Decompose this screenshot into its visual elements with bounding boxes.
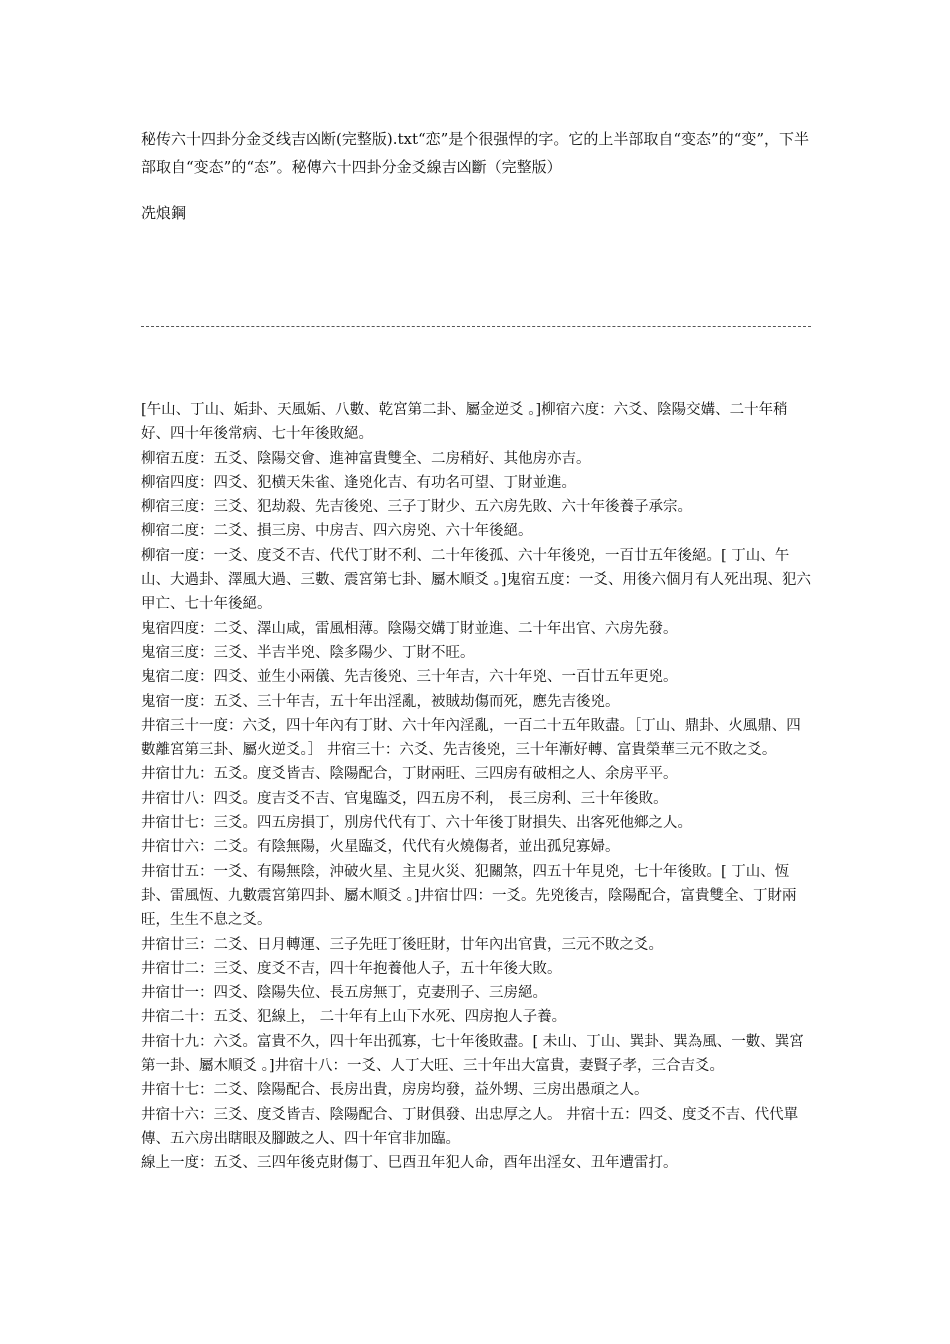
paragraph: 井宿十六：三爻、度爻皆吉、陰陽配合、丁財俱發、出忠厚之人。 井宿十五：四爻、度爻不吉、代代單傳、五六房出瞎眼及腳跛之人、四十年官非加臨。 bbox=[141, 1106, 799, 1147]
paragraph: 井宿廿二：三爻、度爻不吉，四十年抱養他人子，五十年後大敗。 bbox=[141, 960, 562, 977]
paragraph: 井宿廿五：一爻、有陽無陰，沖破火星、主見火災、犯關煞，四五十年見兇，七十年後敗。[ 丁山、恆卦、雷風恆、九數震宮第四卦、屬木順爻 。]井宿廿四：一爻。先兇後吉，陰陽配合，富貴雙全、丁財兩旺，生生不息之爻。 bbox=[141, 863, 797, 929]
paragraph: 井宿廿三：二爻、日月轉運、三子先旺丁後旺財，廿年內出官貴，三元不敗之爻。 bbox=[141, 936, 663, 953]
author-name: 冼烺鋼 bbox=[141, 204, 187, 222]
paragraph: 柳宿五度：五爻、陰陽交會、進神富貴雙全、二房稍好、其他房亦吉。 bbox=[141, 450, 591, 467]
paragraph: 井宿三十一度：六爻，四十年內有丁財、六十年內淫亂，一百二十五年敗盡。［丁山、鼎卦、火風鼎、四數離宮第三卦、屬火逆爻。］ 井宿三十：六爻、先吉後兇，三十年漸好轉、富貴榮華三元不敗之爻。 bbox=[141, 717, 801, 759]
paragraph: 柳宿四度：四爻、犯横天朱雀、逢兇化吉、有功名可望、丁財並進。 bbox=[141, 474, 576, 491]
paragraph: 井宿廿八：四爻。度吉爻不吉、官鬼臨爻，四五房不利， 長三房利、三十年後敗。 bbox=[141, 790, 668, 807]
paragraph: 鬼宿三度：三爻、半吉半兇、陰多陽少、丁財不旺。 bbox=[141, 644, 475, 661]
paragraph: [午山、丁山、姤卦、天風姤、八數、乾宮第二卦、屬金逆爻 。]柳宿六度：六爻、陰陽交媾、二十年稍好、四十年後常病、七十年後敗絕。 bbox=[141, 402, 788, 443]
paragraph: 井宿十七：二爻、陰陽配合、長房出貴，房房均發，益外甥、三房出愚頑之人。 bbox=[141, 1082, 649, 1099]
paragraph: 井宿廿七：三爻。四五房損丁，別房代代有丁、六十年後丁財損失、出客死他鄉之人。 bbox=[141, 815, 692, 832]
paragraph: 線上一度：五爻、三四年後克財傷丁、巳酉丑年犯人命，酉年出淫女、丑年遭雷打。 bbox=[141, 1155, 678, 1172]
paragraph: 柳宿一度：一爻、度爻不吉、代代丁財不利、二十年後孤、六十年後兇，一百廿五年後絕。[ 丁山、午山、大過卦、澤風大過、三數、震宮第七卦、屬木順爻 。]鬼宿五度：一爻、用後六個月有人死出現、犯六甲亡、七十年後絕。 bbox=[141, 547, 812, 613]
paragraph: 鬼宿一度：五爻、三十年吉，五十年出淫亂，被賊劫傷而死，應先吉後兇。 bbox=[141, 693, 620, 710]
paragraph: 鬼宿四度：二爻、澤山咸，雷風相薄。陰陽交媾丁財並進、二十年出官、六房先發。 bbox=[141, 620, 678, 637]
dashed-divider bbox=[141, 326, 811, 327]
paragraph: 井宿廿六：二爻。有陰無陽，火星臨爻，代代有火燒傷者，並出孤兒寡婦。 bbox=[141, 839, 620, 856]
paragraph: 鬼宿二度：四爻、並生小兩儀、先吉後兇、三十年吉，六十年兇、一百廿五年更兇。 bbox=[141, 669, 678, 686]
paragraph: 柳宿三度：三爻、犯劫殺、先吉後兇、三子丁財少、五六房先敗、六十年後養子承宗。 bbox=[141, 499, 692, 516]
paragraph: 井宿廿九：五爻。度爻皆吉、陰陽配合，丁財兩旺、三四房有破相之人、余房平平。 bbox=[141, 766, 678, 783]
paragraph: 井宿二十：五爻、犯線上， 二十年有上山下水死、四房抱人子養。 bbox=[141, 1009, 567, 1026]
document-intro: 秘传六十四卦分金爻线吉凶断(完整版).txt“恋”是个很强悍的字。它的上半部取自“变态”的“变”，下半部取自“变态”的“态”。秘傳六十四卦分金爻線吉凶斷（完整版） bbox=[141, 130, 810, 176]
paragraph: 井宿廿一：四爻、陰陽失位、長五房無丁，克妻刑子、三房絕。 bbox=[141, 985, 547, 1002]
paragraph: 柳宿二度：二爻、損三房、中房吉、四六房兇、六十年後絕。 bbox=[141, 523, 533, 540]
paragraph: 井宿十九：六爻。富貴不久，四十年出孤寡，七十年後敗盡。[ 未山、丁山、巽卦、巽為風、一數、巽宮第一卦、屬木順爻 。]井宿十八：一爻、人丁大旺、三十年出大富貴，妻賢子孝，三合吉爻。 bbox=[141, 1033, 804, 1075]
document-body bbox=[141, 398, 813, 1176]
